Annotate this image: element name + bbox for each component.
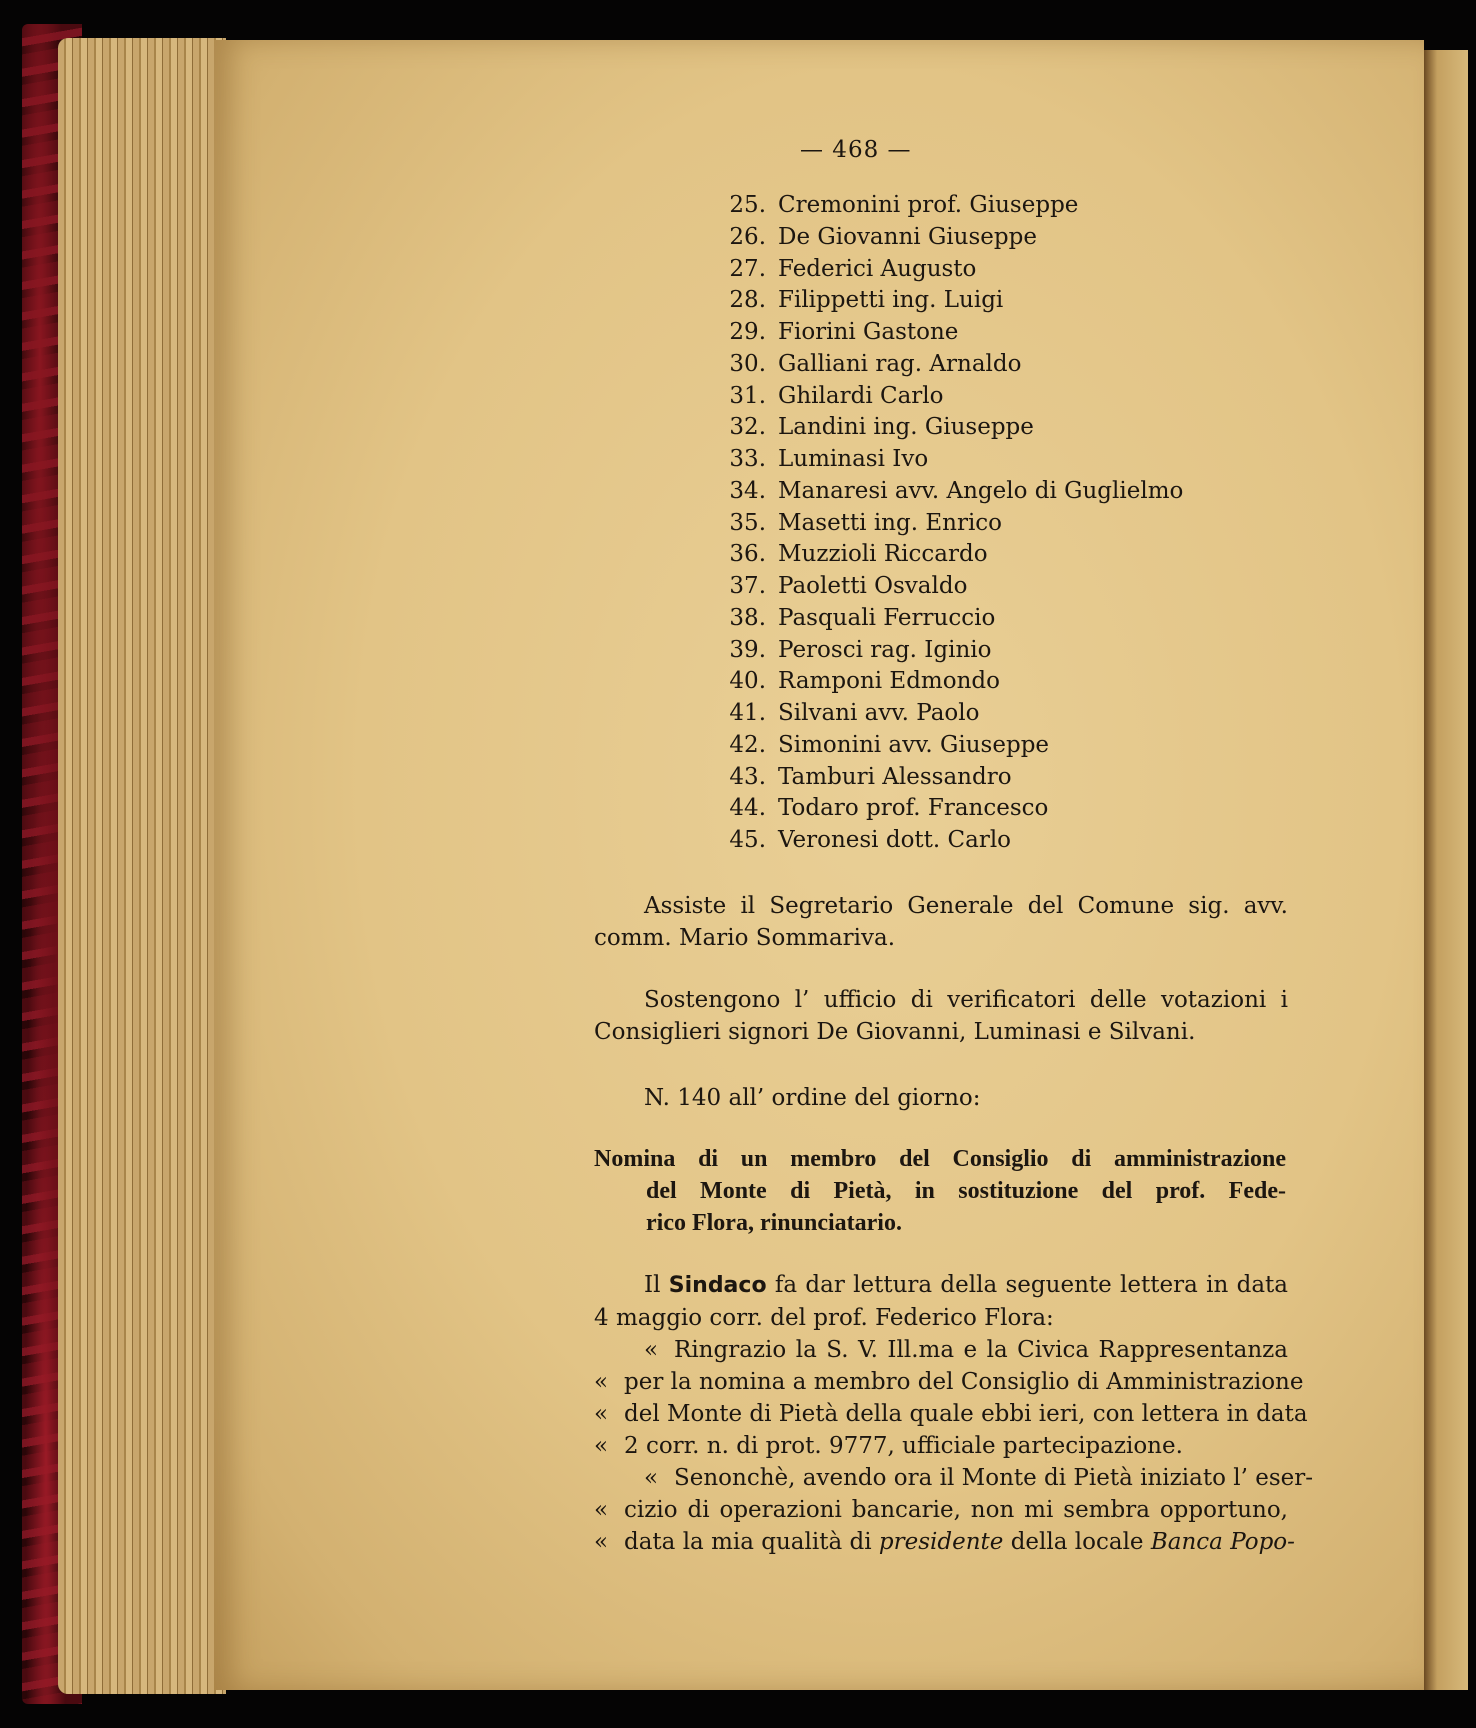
quote-line	[594, 1430, 1288, 1462]
letter-intro-line-2: 4 maggio corr. del prof. Federico Flora:	[594, 1305, 1054, 1331]
list-item	[712, 285, 1183, 317]
list-item-name: Manaresi avv. Angelo di Guglielmo	[778, 477, 1184, 504]
list-item	[712, 793, 1183, 825]
list-item-name: Federici Augusto	[778, 255, 977, 282]
list-item	[712, 762, 1183, 794]
list-item-name: Masetti ing. Enrico	[778, 509, 1003, 536]
intro-prefix: Il	[644, 1272, 661, 1298]
list-item-name: Tamburi Alessandro	[778, 763, 1012, 790]
list-item-name: Cremonini prof. Giuseppe	[778, 192, 1079, 218]
list-item-number: 28.	[729, 287, 766, 314]
list-item-name: Perosci rag. Iginio	[778, 636, 992, 663]
list-item-number: 26.	[729, 223, 766, 250]
list-item-name: Paoletti Osvaldo	[778, 573, 968, 599]
list-item	[712, 698, 1183, 730]
list-item-number: 27.	[729, 255, 766, 282]
list-item-name: Muzzioli Riccardo	[778, 541, 988, 568]
page-number: — 468 —	[800, 137, 912, 163]
list-item-number: 32.	[729, 414, 766, 441]
letter-text	[594, 1269, 1314, 1558]
list-item	[712, 381, 1183, 413]
list-item	[712, 317, 1183, 349]
list-item-name: De Giovanni Giuseppe	[778, 223, 1037, 250]
list-item-name: Simonini avv. Giuseppe	[778, 731, 1050, 758]
intro-sindaco: Sindaco	[668, 1273, 767, 1298]
list-item-number: 40.	[729, 668, 766, 695]
quote-text-italic: presidente	[878, 1529, 1004, 1555]
quote-mark: «	[594, 1433, 609, 1459]
list-item-name: Silvani avv. Paolo	[778, 700, 980, 726]
section-heading	[594, 1143, 1286, 1239]
council-member-list	[712, 190, 1183, 857]
quote-line	[594, 1398, 1308, 1430]
list-item-number: 42.	[729, 731, 766, 758]
quote-text: 2 corr. n. di prot. 9777, ufficiale partecipazione.	[624, 1433, 1183, 1459]
quote-text: Ringrazio la S. V. Ill.ma e la Civica Rappresentanza	[674, 1337, 1288, 1363]
list-item-number: 37.	[729, 573, 766, 599]
list-item	[712, 571, 1183, 603]
list-item	[712, 825, 1183, 857]
list-item-number: 25.	[729, 192, 766, 218]
list-item	[712, 666, 1183, 698]
list-item-number: 36.	[729, 541, 766, 568]
list-item-name: Fiorini Gastone	[778, 319, 959, 345]
paragraph-secretary: Assiste il Segretario Generale del Comune sig. avv. comm. Mario Sommariva.	[594, 893, 1288, 951]
quote-mark: «	[644, 1465, 659, 1491]
list-item-name: Galliani rag. Arnaldo	[778, 350, 1022, 377]
quote-mark: «	[644, 1337, 659, 1363]
quote-text: del Monte di Pietà della quale ebbi ieri, con lettera in data	[624, 1401, 1308, 1427]
list-item-number: 31.	[729, 382, 766, 409]
list-item-name: Filippetti ing. Luigi	[778, 287, 1004, 314]
quote-line	[594, 1526, 1295, 1558]
list-item-number: 41.	[729, 700, 766, 726]
list-item-name: Landini ing. Giuseppe	[778, 414, 1034, 441]
list-item	[712, 603, 1183, 635]
list-item	[712, 444, 1183, 476]
list-item	[712, 222, 1183, 254]
quote-text-plain: data la mia qualità di	[624, 1529, 872, 1555]
quote-line	[594, 1334, 1288, 1366]
quote-text-italic: Banca Popo-	[1150, 1529, 1295, 1555]
list-item	[712, 635, 1183, 667]
heading-line-2: del Monte di Pietà, in sostituzione del prof. Fede-	[646, 1178, 1286, 1204]
list-item-name: Pasquali Ferruccio	[778, 604, 996, 631]
heading-line-1: Nomina di un membro del Consiglio di amministrazione	[594, 1146, 1286, 1172]
quote-text: per la nomina a membro del Consiglio di Amministrazione	[624, 1369, 1304, 1395]
list-item-name: Ramponi Edmondo	[778, 668, 1000, 695]
list-item-name: Veronesi dott. Carlo	[778, 827, 1012, 853]
list-item	[712, 254, 1183, 286]
intro-rest: fa dar lettura della seguente lettera in data	[774, 1272, 1288, 1298]
list-item-number: 45.	[729, 827, 766, 853]
list-item-number: 35.	[729, 509, 766, 536]
list-item-number: 44.	[729, 795, 766, 822]
list-item-number: 39.	[729, 636, 766, 663]
quote-text: cizio di operazioni bancarie, non mi sembra opportuno,	[624, 1497, 1288, 1523]
list-item-number: 33.	[729, 446, 766, 472]
list-item	[712, 508, 1183, 540]
list-item-name: Luminasi Ivo	[778, 446, 929, 472]
letter-intro-line-1	[594, 1269, 1288, 1302]
list-item-number: 30.	[729, 350, 766, 377]
quote-text-plain: della locale	[1010, 1529, 1144, 1555]
list-item	[712, 476, 1183, 508]
paragraph-agenda-item: N. 140 all’ ordine del giorno:	[644, 1085, 981, 1111]
quote-mark: «	[594, 1369, 609, 1395]
list-item	[712, 539, 1183, 571]
list-item-name: Ghilardi Carlo	[778, 382, 944, 409]
quote-mark: «	[594, 1529, 609, 1555]
list-item-number: 38.	[729, 604, 766, 631]
quote-mark: «	[594, 1401, 609, 1427]
list-item	[712, 730, 1183, 762]
list-item-number: 29.	[729, 319, 766, 345]
quote-text: Senonchè, avendo ora il Monte di Pietà iniziato l’ eser-	[674, 1465, 1314, 1491]
quote-line	[594, 1462, 1314, 1494]
list-item-number: 43.	[729, 763, 766, 790]
quote-mark: «	[594, 1497, 609, 1523]
quote-text	[624, 1526, 1295, 1558]
list-item	[712, 349, 1183, 381]
paragraph-verifiers: Sostengono l’ ufficio di verificatori delle votazioni i Consiglieri signori De Giovanni, Luminasi e Silvani.	[594, 987, 1288, 1045]
quote-line	[594, 1366, 1304, 1398]
list-item	[712, 412, 1183, 444]
list-item-name: Todaro prof. Francesco	[778, 795, 1049, 822]
list-item	[712, 190, 1183, 222]
quote-line	[594, 1494, 1288, 1526]
heading-line-3: rico Flora, rinunciatario.	[646, 1210, 902, 1236]
list-item-number: 34.	[729, 477, 766, 504]
